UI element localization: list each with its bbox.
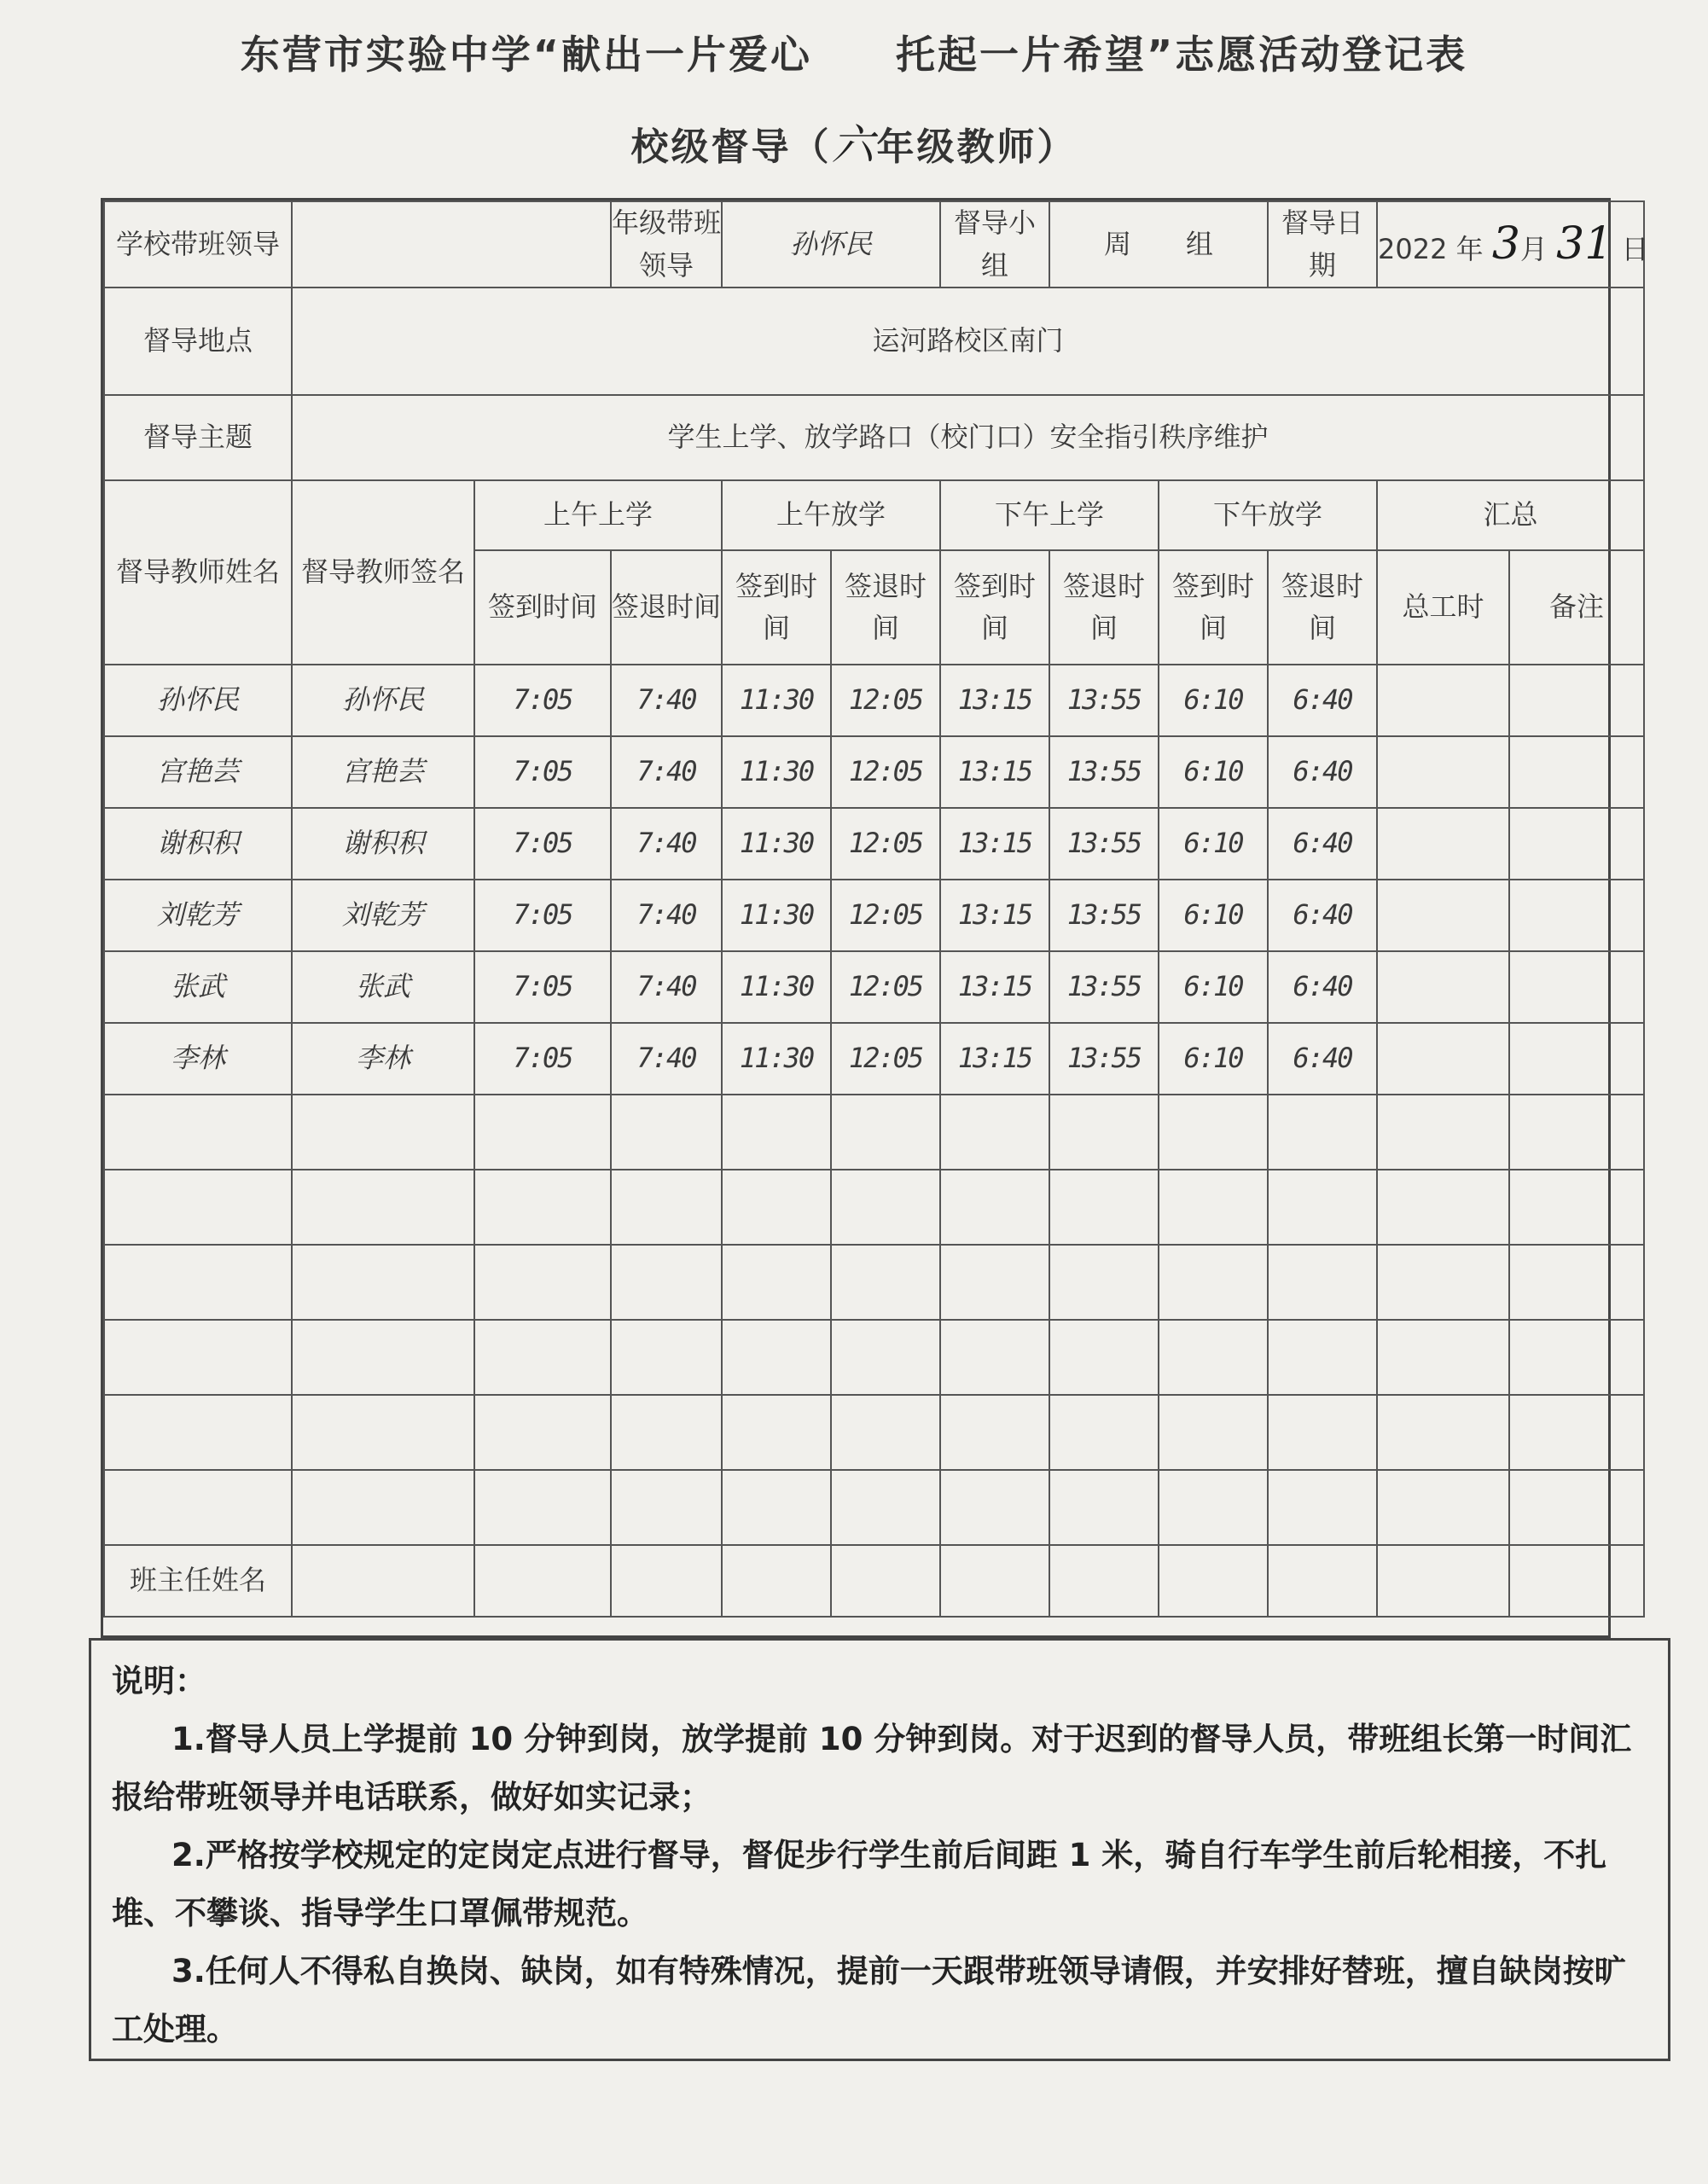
sign-out-time[interactable]: 6:40: [1268, 880, 1377, 951]
table-cell[interactable]: [611, 1545, 722, 1617]
remarks-cell[interactable]: [1509, 808, 1644, 880]
table-cell[interactable]: [1377, 1320, 1509, 1395]
table-cell[interactable]: [1377, 1470, 1509, 1545]
table-cell[interactable]: [831, 1470, 940, 1545]
teacher-signature[interactable]: 谢积积: [292, 808, 474, 880]
table-cell[interactable]: [722, 1170, 831, 1245]
sign-in-header: 签到时间: [1159, 550, 1268, 665]
table-cell[interactable]: [1159, 1095, 1268, 1170]
total-hours-cell[interactable]: [1377, 880, 1509, 951]
sign-in-time[interactable]: 6:10: [1159, 1023, 1268, 1095]
table-cell[interactable]: [292, 1320, 474, 1395]
total-hours-cell[interactable]: [1377, 736, 1509, 808]
subtitle-grade-handwritten: 六: [831, 120, 877, 170]
sign-out-time[interactable]: 13:55: [1049, 1023, 1159, 1095]
date-day-unit: 日: [1621, 233, 1649, 266]
sign-in-time[interactable]: 13:15: [940, 880, 1049, 951]
teacher-signature[interactable]: 李林: [292, 1023, 474, 1095]
group-morning-dismissal: 上午放学: [722, 480, 940, 550]
date-day: 31: [1556, 218, 1613, 270]
name-column-header: 督导教师姓名: [104, 480, 292, 665]
teacher-signature[interactable]: 宫艳芸: [292, 736, 474, 808]
school-leader-value[interactable]: [292, 201, 611, 288]
teacher-name[interactable]: 孙怀民: [104, 665, 292, 736]
table-cell[interactable]: [831, 1545, 940, 1617]
table-cell[interactable]: [1159, 1170, 1268, 1245]
table-cell[interactable]: [722, 1470, 831, 1545]
group-afternoon-dismissal: 下午放学: [1159, 480, 1377, 550]
header-row: [104, 201, 1644, 288]
table-cell[interactable]: [474, 1095, 611, 1170]
table-cell[interactable]: [292, 1470, 474, 1545]
total-hours-cell[interactable]: [1377, 665, 1509, 736]
table-row: [104, 880, 1644, 951]
date-month-unit: 月: [1519, 233, 1548, 266]
table-body: [104, 201, 1649, 665]
group-value[interactable]: 周 组: [1049, 201, 1268, 288]
table-cell[interactable]: [1159, 1245, 1268, 1320]
table-cell[interactable]: [611, 1095, 722, 1170]
table-cell[interactable]: [1377, 1170, 1509, 1245]
teacher-signature[interactable]: 刘乾芳: [292, 880, 474, 951]
date-label: 督导日期: [1268, 201, 1377, 288]
group-summary: 汇总: [1377, 480, 1644, 550]
sign-in-time[interactable]: 11:30: [722, 665, 831, 736]
table-cell[interactable]: [474, 1470, 611, 1545]
table-cell[interactable]: [474, 1170, 611, 1245]
teacher-name[interactable]: 李林: [104, 1023, 292, 1095]
table-cell[interactable]: [940, 1170, 1049, 1245]
table-cell[interactable]: [104, 1095, 292, 1170]
teacher-name[interactable]: 宫艳芸: [104, 736, 292, 808]
table-cell[interactable]: [1049, 1095, 1159, 1170]
table-cell[interactable]: [831, 1170, 940, 1245]
registration-table: [101, 198, 1649, 1638]
theme-label: 督导主题: [104, 395, 292, 480]
sign-in-time[interactable]: 13:15: [940, 736, 1049, 808]
table-cell[interactable]: [1377, 1395, 1509, 1470]
instruction-item-1: 1.督导人员上学提前 10 分钟到岗，放学提前 10 分钟到岗。对于迟到的督导人员，带班组长第一时间汇报给带班领导并电话联系，做好如实记录；: [112, 1721, 1632, 1815]
sign-out-time[interactable]: 12:05: [831, 951, 940, 1023]
sign-out-time[interactable]: 6:40: [1268, 1023, 1377, 1095]
table-cell[interactable]: [722, 1245, 831, 1320]
sign-out-time[interactable]: 6:40: [1268, 665, 1377, 736]
column-group-row: [104, 480, 1644, 550]
table-cell[interactable]: [1049, 1245, 1159, 1320]
table-cell[interactable]: [1049, 1545, 1159, 1617]
sign-out-time[interactable]: 13:55: [1049, 736, 1159, 808]
total-hours-cell[interactable]: [1377, 951, 1509, 1023]
location-label: 督导地点: [104, 288, 292, 395]
teacher-name[interactable]: 谢积积: [104, 808, 292, 880]
sign-out-time[interactable]: 7:40: [611, 808, 722, 880]
table-cell[interactable]: [104, 1395, 292, 1470]
sign-in-time[interactable]: 11:30: [722, 808, 831, 880]
table-cell[interactable]: [474, 1395, 611, 1470]
total-hours-cell[interactable]: [1377, 1023, 1509, 1095]
table-cell[interactable]: [831, 1395, 940, 1470]
sign-out-time[interactable]: 7:40: [611, 951, 722, 1023]
table-cell[interactable]: [722, 1320, 831, 1395]
head-teacher-label: 班主任姓名: [104, 1545, 292, 1617]
table-cell[interactable]: [474, 1320, 611, 1395]
sign-out-time[interactable]: 7:40: [611, 1023, 722, 1095]
table-cell[interactable]: [1509, 1395, 1644, 1470]
table-cell[interactable]: [1377, 1095, 1509, 1170]
sign-out-time[interactable]: 12:05: [831, 880, 940, 951]
sign-in-time[interactable]: 13:15: [940, 1023, 1049, 1095]
teacher-signature[interactable]: 孙怀民: [292, 665, 474, 736]
sign-in-header: 签到时间: [722, 550, 831, 665]
total-hours-cell[interactable]: [1377, 808, 1509, 880]
sign-out-header: 签退时间: [611, 550, 722, 665]
table-cell[interactable]: [940, 1095, 1049, 1170]
group-morning-arrival: 上午上学: [474, 480, 722, 550]
sign-in-time[interactable]: 11:30: [722, 1023, 831, 1095]
sign-in-time[interactable]: 7:05: [474, 1023, 611, 1095]
sign-out-time[interactable]: 13:55: [1049, 665, 1159, 736]
sign-in-time[interactable]: 7:05: [474, 665, 611, 736]
remarks-cell[interactable]: [1509, 736, 1644, 808]
table-cell[interactable]: [1509, 1095, 1644, 1170]
table-cell[interactable]: [611, 1470, 722, 1545]
sign-in-time[interactable]: 7:05: [474, 880, 611, 951]
sign-in-time[interactable]: 7:05: [474, 736, 611, 808]
teacher-name[interactable]: 张武: [104, 951, 292, 1023]
table-cell[interactable]: [1268, 1545, 1377, 1617]
sign-out-time[interactable]: 13:55: [1049, 808, 1159, 880]
sign-in-time[interactable]: 13:15: [940, 665, 1049, 736]
sign-out-time[interactable]: 7:40: [611, 665, 722, 736]
sign-out-time[interactable]: 6:40: [1268, 736, 1377, 808]
form-subtitle: [0, 111, 1708, 172]
table-cell[interactable]: [474, 1545, 611, 1617]
sign-in-time[interactable]: 6:10: [1159, 880, 1268, 951]
date-year: 2022 年: [1378, 233, 1484, 266]
remarks-cell[interactable]: [1509, 665, 1644, 736]
empty-row: [104, 1320, 1644, 1395]
table-cell[interactable]: [940, 1545, 1049, 1617]
table-cell[interactable]: [1509, 1245, 1644, 1320]
empty-row: [104, 1470, 1644, 1545]
teacher-signature[interactable]: 张武: [292, 951, 474, 1023]
empty-row: [104, 1395, 1644, 1470]
table-cell[interactable]: [292, 1395, 474, 1470]
table-cell[interactable]: [292, 1170, 474, 1245]
table-cell[interactable]: [940, 1395, 1049, 1470]
table-cell[interactable]: [1509, 1170, 1644, 1245]
location-value[interactable]: 运河路校区南门: [292, 288, 1644, 395]
head-teacher-row: [104, 1545, 1644, 1617]
sign-out-header: 签退时间: [831, 550, 940, 665]
sign-out-header: 签退时间: [1268, 550, 1377, 665]
sign-in-time[interactable]: 6:10: [1159, 736, 1268, 808]
table-cell[interactable]: [831, 1245, 940, 1320]
table-cell[interactable]: [1509, 1320, 1644, 1395]
table-cell[interactable]: [940, 1320, 1049, 1395]
subtitle-prefix: 校级督导（: [630, 125, 832, 169]
remarks-header: 备注: [1509, 550, 1644, 665]
table-cell[interactable]: [1509, 1470, 1644, 1545]
table-row: [104, 951, 1644, 1023]
table-row: [104, 1023, 1644, 1095]
table-cell[interactable]: [1268, 1245, 1377, 1320]
instruction-item-3: 3.任何人不得私自换岗、缺岗，如有特殊情况，提前一天跟带班领导请假，并安排好替班，擅自缺岗按旷工处理。: [112, 1953, 1626, 2048]
footer-rows: [104, 1545, 1644, 1617]
sign-in-time[interactable]: 13:15: [940, 951, 1049, 1023]
table-cell[interactable]: [1159, 1320, 1268, 1395]
table-cell[interactable]: [940, 1470, 1049, 1545]
theme-row: [104, 395, 1644, 480]
remarks-cell[interactable]: [1509, 951, 1644, 1023]
teacher-name[interactable]: 刘乾芳: [104, 880, 292, 951]
date-value[interactable]: [1377, 201, 1649, 288]
sign-in-header: 签到时间: [940, 550, 1049, 665]
subtitle-suffix: 年级教师）: [876, 125, 1078, 169]
group-label: 督导小组: [940, 201, 1049, 288]
instructions-heading: 说明：: [112, 1663, 206, 1699]
sign-in-time[interactable]: 13:15: [940, 808, 1049, 880]
table-cell[interactable]: [474, 1245, 611, 1320]
sign-in-time[interactable]: 11:30: [722, 736, 831, 808]
table-cell[interactable]: [1268, 1470, 1377, 1545]
table-row: [104, 665, 1644, 736]
sign-in-time[interactable]: 6:10: [1159, 951, 1268, 1023]
head-teacher-value[interactable]: [292, 1545, 474, 1617]
table-cell[interactable]: [611, 1320, 722, 1395]
table-cell[interactable]: [1159, 1470, 1268, 1545]
teacher-rows: [104, 665, 1644, 1545]
table-cell[interactable]: [1268, 1395, 1377, 1470]
grade-leader-value[interactable]: 孙怀民: [722, 201, 940, 288]
table-cell[interactable]: [1049, 1170, 1159, 1245]
table-cell[interactable]: [104, 1170, 292, 1245]
school-leader-label: 学校带班领导: [104, 201, 292, 288]
date-month: 3: [1491, 218, 1520, 270]
empty-row: [104, 1170, 1644, 1245]
table-row: [104, 808, 1644, 880]
table-cell[interactable]: [104, 1470, 292, 1545]
form-grid: [103, 200, 1649, 1618]
sign-out-header: 签退时间: [1049, 550, 1159, 665]
instruction-item-2: 2.严格按学校规定的定岗定点进行督导，督促步行学生前后间距 1 米，骑自行车学生前后轮相接，不扎堆、不攀谈、指导学生口罩佩带规范。: [112, 1837, 1607, 1931]
table-cell[interactable]: [104, 1245, 292, 1320]
sign-out-time[interactable]: 6:40: [1268, 951, 1377, 1023]
sign-in-time[interactable]: 6:10: [1159, 808, 1268, 880]
grade-leader-label: 年级带班领导: [611, 201, 722, 288]
sign-out-time[interactable]: 12:05: [831, 1023, 940, 1095]
sign-out-time[interactable]: 12:05: [831, 665, 940, 736]
signature-column-header: 督导教师签名: [292, 480, 474, 665]
sign-out-time[interactable]: 13:55: [1049, 880, 1159, 951]
table-cell[interactable]: [1159, 1395, 1268, 1470]
table-cell[interactable]: [831, 1320, 940, 1395]
sign-in-header: 签到时间: [474, 550, 611, 665]
table-cell[interactable]: [1268, 1095, 1377, 1170]
sign-out-time[interactable]: 12:05: [831, 808, 940, 880]
empty-row: [104, 1095, 1644, 1170]
table-cell[interactable]: [722, 1545, 831, 1617]
table-cell[interactable]: [292, 1095, 474, 1170]
table-cell[interactable]: [292, 1245, 474, 1320]
empty-row: [104, 1245, 1644, 1320]
sign-out-time[interactable]: 13:55: [1049, 951, 1159, 1023]
table-cell[interactable]: [611, 1395, 722, 1470]
table-cell[interactable]: [611, 1245, 722, 1320]
table-cell[interactable]: [1159, 1545, 1268, 1617]
group-afternoon-arrival: 下午上学: [940, 480, 1159, 550]
table-cell[interactable]: [1509, 1545, 1644, 1617]
table-cell[interactable]: [1268, 1320, 1377, 1395]
table-cell[interactable]: [722, 1395, 831, 1470]
table-cell[interactable]: [1049, 1320, 1159, 1395]
table-cell[interactable]: [940, 1245, 1049, 1320]
sign-out-time[interactable]: 6:40: [1268, 808, 1377, 880]
sign-in-time[interactable]: 11:30: [722, 951, 831, 1023]
table-cell[interactable]: [1268, 1170, 1377, 1245]
table-cell[interactable]: [831, 1095, 940, 1170]
table-cell[interactable]: [1049, 1395, 1159, 1470]
table-cell[interactable]: [104, 1320, 292, 1395]
table-cell[interactable]: [611, 1170, 722, 1245]
total-hours-header: 总工时: [1377, 550, 1509, 665]
remarks-cell[interactable]: [1509, 1023, 1644, 1095]
table-row: [104, 736, 1644, 808]
table-cell[interactable]: [1377, 1245, 1509, 1320]
sign-in-time[interactable]: 7:05: [474, 951, 611, 1023]
sign-out-time[interactable]: 12:05: [831, 736, 940, 808]
form-title: 东营市实验中学“献出一片爱心 托起一片希望”志愿活动登记表: [240, 32, 1468, 78]
sign-out-time[interactable]: 7:40: [611, 880, 722, 951]
sign-in-time[interactable]: 6:10: [1159, 665, 1268, 736]
table-cell[interactable]: [1377, 1545, 1509, 1617]
table-cell[interactable]: [722, 1095, 831, 1170]
sign-in-time[interactable]: 7:05: [474, 808, 611, 880]
remarks-cell[interactable]: [1509, 880, 1644, 951]
table-cell[interactable]: [1049, 1470, 1159, 1545]
instructions-box: [89, 1638, 1670, 2061]
theme-value[interactable]: 学生上学、放学路口（校门口）安全指引秩序维护: [292, 395, 1644, 480]
location-row: [104, 288, 1644, 395]
sign-in-time[interactable]: 11:30: [722, 880, 831, 951]
sign-out-time[interactable]: 7:40: [611, 736, 722, 808]
